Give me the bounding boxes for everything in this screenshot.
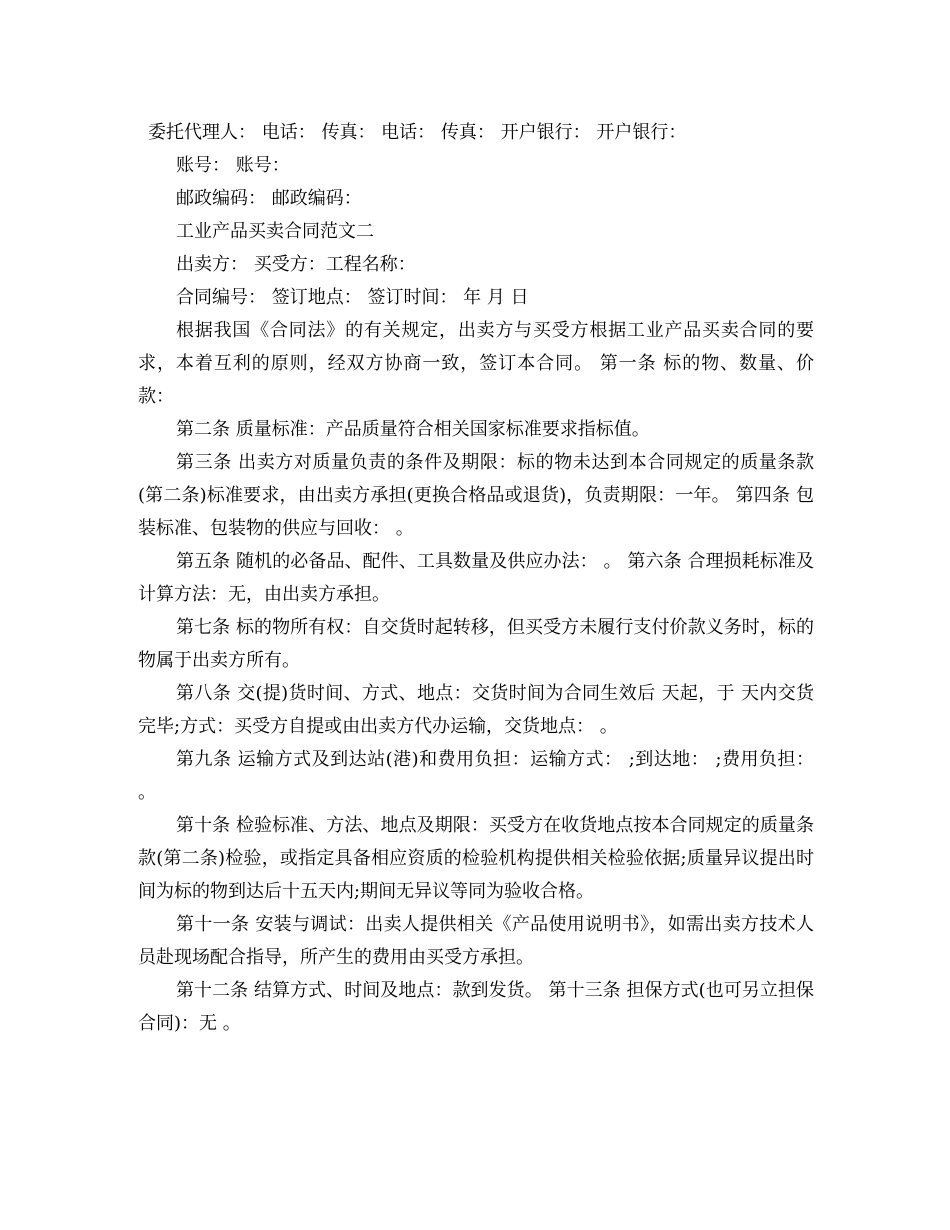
account-number-line: 账号： 账号：: [176, 155, 290, 176]
article-11-paragraph: 第十一条 安装与调试：出卖人提供相关《产品使用说明书》，如需出卖方技术人员赴现场配合指导，所产生的费用由买受方承担。: [138, 914, 814, 968]
contract-number-line: 合同编号： 签订地点： 签订时间： 年 月 日: [176, 287, 529, 308]
parties-line: 出卖方： 买受方：工程名称：: [176, 254, 416, 275]
contract-title: 工业产品买卖合同范文二: [176, 221, 374, 242]
article-5-paragraph: 第五条 随机的必备品、配件、工具数量及供应办法： 。 第六条 合理损耗标准及计算方法：无，由出卖方承担。: [138, 551, 814, 605]
article-10-paragraph: 第十条 检验标准、方法、地点及期限：买受方在收货地点按本合同规定的质量条款(第二条)检验，或指定具备相应资质的检验机构提供相关检验依据;质量异议提出时间为标的物到达后十五天内;期间无异议等同为验收合格。: [138, 815, 814, 902]
article-2-paragraph: 第二条 质量标准：产品质量符合相关国家标准要求指标值。: [176, 419, 650, 440]
preamble-paragraph: 根据我国《合同法》的有关规定，出卖方与买受方根据工业产品买卖合同的要求，本着互利的原则，经双方协商一致，签订本合同。 第一条 标的物、数量、价款：: [138, 320, 814, 407]
article-12-paragraph: 第十二条 结算方式、时间及地点：款到发货。 第十三条 担保方式(也可另立担保合同)：无 。: [138, 980, 814, 1034]
article-8-paragraph: 第八条 交(提)货时间、方式、地点：交货时间为合同生效后 天起，于 天内交货完毕;方式：买受方自提或由出卖方代办运输，交货地点： 。: [138, 683, 814, 737]
article-9-paragraph: 第九条 运输方式及到达站(港)和费用负担：运输方式： ;到达地： ;费用负担： 。: [138, 749, 814, 803]
article-3-paragraph: 第三条 出卖方对质量负责的条件及期限：标的物未达到本合同规定的质量条款(第二条)标准要求，由出卖方承担(更换合格品或退货)，负责期限：一年。 第四条 包装标准、包装物的供应与回收： 。: [138, 452, 814, 539]
postal-code-line: 邮政编码： 邮政编码：: [176, 188, 362, 209]
agent-contact-line: 委托代理人： 电话： 传真： 电话： 传真： 开户银行： 开户银行：: [148, 122, 687, 143]
article-7-paragraph: 第七条 标的物所有权：自交货时起转移，但买受方未履行支付价款义务时，标的物属于出卖方所有。: [138, 617, 814, 671]
